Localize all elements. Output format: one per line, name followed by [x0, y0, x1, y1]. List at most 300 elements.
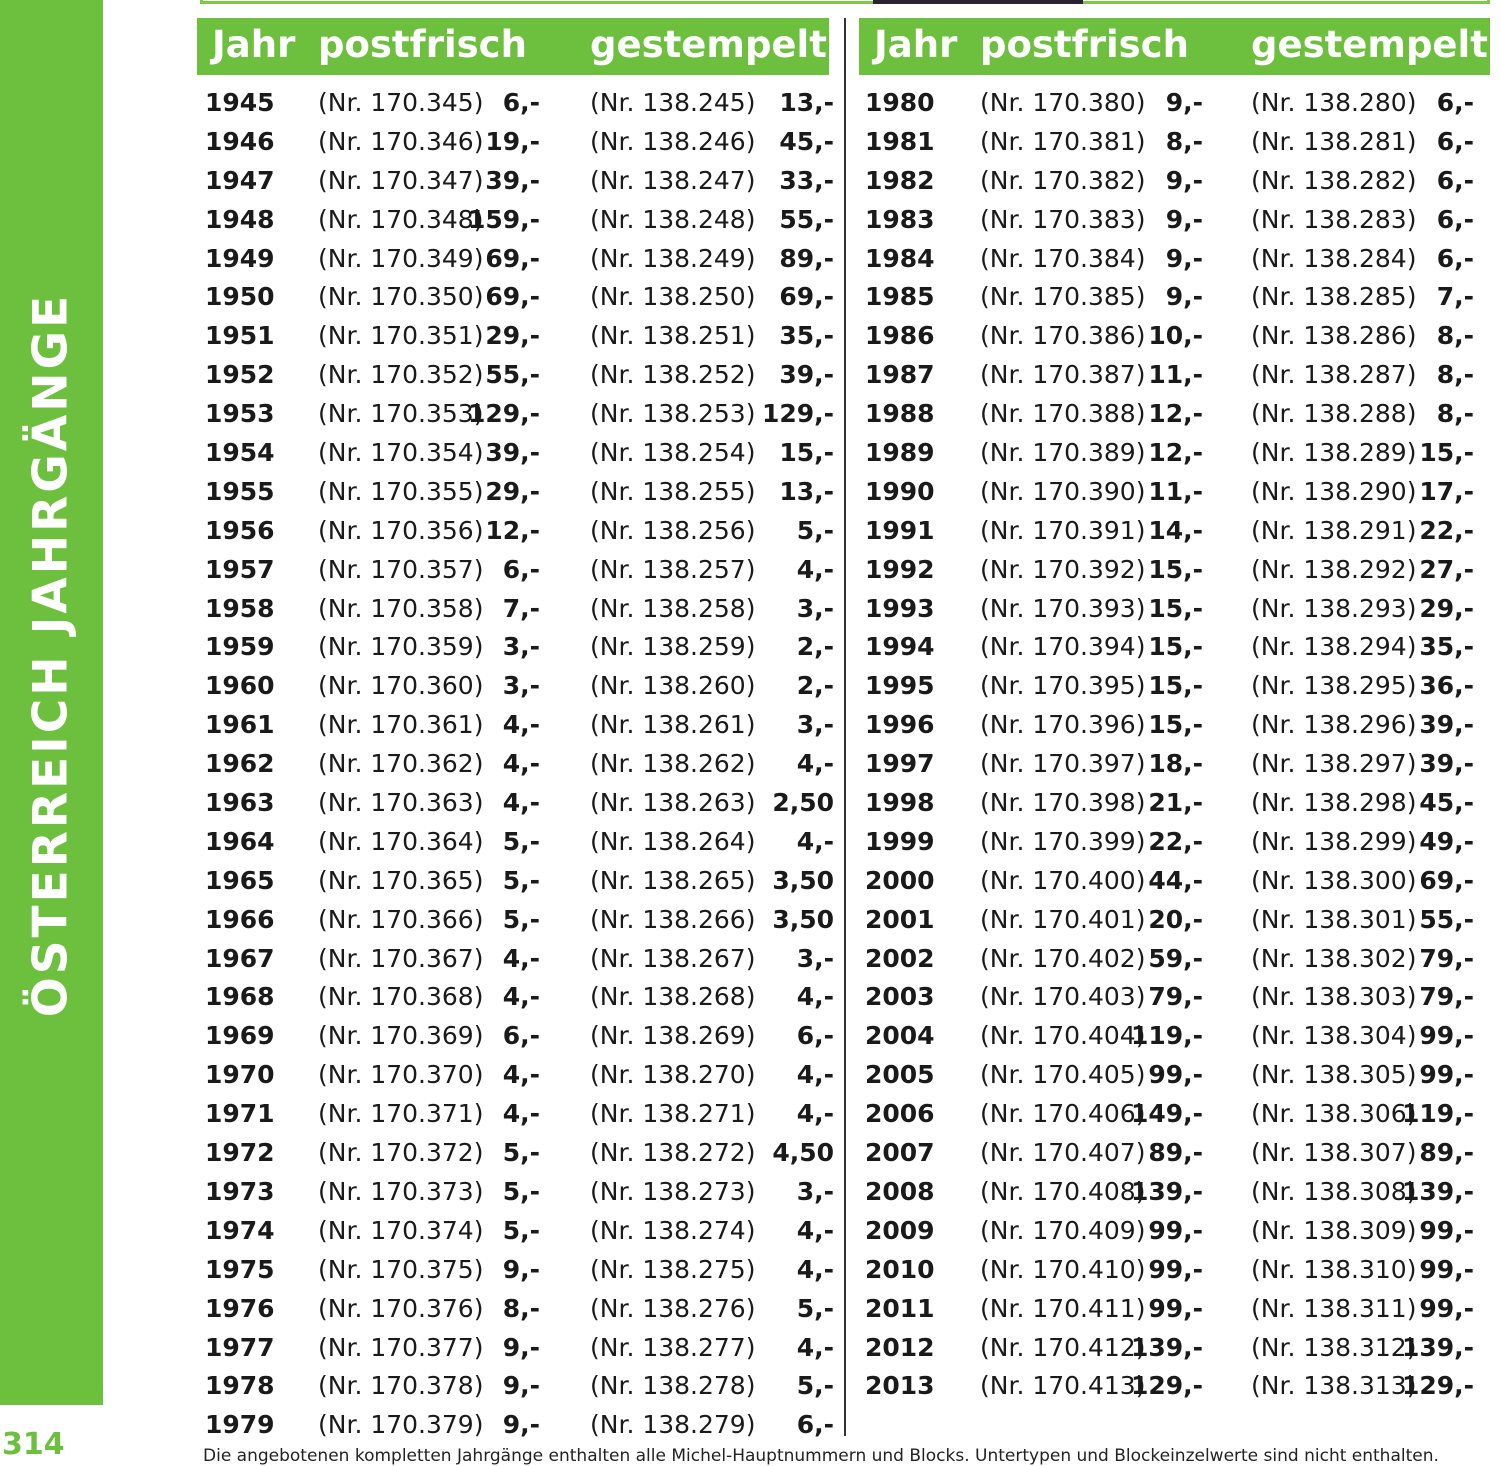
table-row [859, 667, 1490, 706]
used-number-cell: (Nr. 138.250) [590, 282, 756, 312]
header-year: Jahr [212, 23, 296, 66]
used-price-cell: 6,- [1436, 204, 1474, 234]
mint-price-cell: 159,- [467, 204, 540, 234]
used-number-cell: (Nr. 138.302) [1251, 943, 1417, 973]
used-number-cell: (Nr. 138.301) [1251, 904, 1417, 934]
mint-price-cell: 59,- [1148, 943, 1203, 973]
mint-price-cell: 4,- [502, 982, 540, 1012]
used-number-cell: (Nr. 138.312) [1251, 1332, 1417, 1362]
used-number-cell: (Nr. 138.260) [590, 671, 756, 701]
table-row [859, 1212, 1490, 1251]
mint-price-cell: 29,- [485, 476, 540, 506]
used-number-cell: (Nr. 138.249) [590, 243, 756, 273]
year-cell: 1997 [865, 749, 935, 779]
mint-number-cell: (Nr. 170.348) [318, 204, 484, 234]
table-row [197, 84, 837, 123]
year-cell: 1995 [865, 671, 935, 701]
column-divider [844, 18, 846, 1436]
used-number-cell: (Nr. 138.289) [1251, 438, 1417, 468]
mint-number-cell: (Nr. 170.356) [318, 515, 484, 545]
mint-number-cell: (Nr. 170.373) [318, 1176, 484, 1206]
used-number-cell: (Nr. 138.258) [590, 593, 756, 623]
used-price-cell: 35,- [1419, 632, 1474, 662]
table-row [859, 278, 1490, 317]
year-cell: 1948 [205, 204, 275, 234]
mint-number-cell: (Nr. 170.409) [980, 1215, 1146, 1245]
mint-number-cell: (Nr. 170.401) [980, 904, 1146, 934]
used-number-cell: (Nr. 138.254) [590, 438, 756, 468]
used-price-cell: 13,- [779, 88, 834, 117]
sidebar-band [0, 0, 103, 1405]
table-row [859, 1056, 1490, 1095]
year-cell: 2013 [865, 1371, 935, 1401]
year-cell: 2012 [865, 1332, 935, 1362]
table-row [197, 901, 837, 940]
header-left [197, 18, 829, 75]
year-cell: 1958 [205, 593, 275, 623]
mint-price-cell: 7,- [502, 593, 540, 623]
year-cell: 1993 [865, 593, 935, 623]
table-left [197, 84, 837, 1445]
used-number-cell: (Nr. 138.303) [1251, 982, 1417, 1012]
year-cell: 1962 [205, 749, 275, 779]
used-number-cell: (Nr. 138.264) [590, 826, 756, 856]
year-cell: 1996 [865, 710, 935, 740]
used-number-cell: (Nr. 138.298) [1251, 788, 1417, 818]
table-row [859, 1173, 1490, 1212]
year-cell: 1991 [865, 515, 935, 545]
table-row [859, 240, 1490, 279]
mint-number-cell: (Nr. 170.377) [318, 1332, 484, 1362]
mint-price-cell: 39,- [485, 165, 540, 195]
table-row [197, 1056, 837, 1095]
table-row [859, 628, 1490, 667]
year-cell: 1950 [205, 282, 275, 312]
mint-number-cell: (Nr. 170.347) [318, 165, 484, 195]
used-price-cell: 6,- [1436, 165, 1474, 195]
mint-price-cell: 99,- [1148, 1215, 1203, 1245]
used-price-cell: 2,- [796, 671, 834, 701]
used-price-cell: 79,- [1419, 943, 1474, 973]
used-price-cell: 89,- [779, 243, 834, 273]
table-row [197, 862, 837, 901]
used-number-cell: (Nr. 138.278) [590, 1371, 756, 1401]
mint-number-cell: (Nr. 170.383) [980, 204, 1146, 234]
mint-price-cell: 99,- [1148, 1254, 1203, 1284]
table-row [859, 123, 1490, 162]
mint-number-cell: (Nr. 170.406) [980, 1099, 1146, 1129]
mint-number-cell: (Nr. 170.395) [980, 671, 1146, 701]
used-number-cell: (Nr. 138.295) [1251, 671, 1417, 701]
year-cell: 2004 [865, 1021, 935, 1051]
year-cell: 1957 [205, 554, 275, 584]
table-row [859, 395, 1490, 434]
mint-price-cell: 5,- [502, 1176, 540, 1206]
table-row [197, 434, 837, 473]
used-number-cell: (Nr. 138.306) [1251, 1099, 1417, 1129]
mint-number-cell: (Nr. 170.400) [980, 865, 1146, 895]
used-number-cell: (Nr. 138.309) [1251, 1215, 1417, 1245]
used-number-cell: (Nr. 138.290) [1251, 476, 1417, 506]
used-price-cell: 39,- [1419, 749, 1474, 779]
mint-number-cell: (Nr. 170.352) [318, 360, 484, 390]
mint-price-cell: 6,- [502, 1021, 540, 1051]
mint-price-cell: 6,- [502, 88, 540, 117]
used-number-cell: (Nr. 138.268) [590, 982, 756, 1012]
used-number-cell: (Nr. 138.277) [590, 1332, 756, 1362]
used-number-cell: (Nr. 138.293) [1251, 593, 1417, 623]
mint-number-cell: (Nr. 170.398) [980, 788, 1146, 818]
used-price-cell: 22,- [1419, 515, 1474, 545]
used-price-cell: 2,50 [772, 788, 834, 818]
mint-number-cell: (Nr. 170.394) [980, 632, 1146, 662]
mint-number-cell: (Nr. 170.345) [318, 88, 484, 117]
mint-price-cell: 4,- [502, 749, 540, 779]
year-cell: 1998 [865, 788, 935, 818]
used-number-cell: (Nr. 138.263) [590, 788, 756, 818]
year-cell: 1955 [205, 476, 275, 506]
used-price-cell: 99,- [1419, 1060, 1474, 1090]
used-price-cell: 27,- [1419, 554, 1474, 584]
used-number-cell: (Nr. 138.282) [1251, 165, 1417, 195]
used-price-cell: 39,- [1419, 710, 1474, 740]
used-price-cell: 13,- [779, 476, 834, 506]
mint-price-cell: 14,- [1148, 515, 1203, 545]
used-price-cell: 36,- [1419, 671, 1474, 701]
mint-number-cell: (Nr. 170.353) [318, 399, 484, 429]
mint-number-cell: (Nr. 170.370) [318, 1060, 484, 1090]
used-number-cell: (Nr. 138.265) [590, 865, 756, 895]
used-price-cell: 55,- [1419, 904, 1474, 934]
used-price-cell: 6,- [1436, 243, 1474, 273]
table-row [197, 1367, 837, 1406]
used-price-cell: 6,- [1436, 126, 1474, 156]
year-cell: 2008 [865, 1176, 935, 1206]
top-frame [200, 0, 1490, 4]
table-row [859, 745, 1490, 784]
mint-price-cell: 12,- [1148, 399, 1203, 429]
mint-price-cell: 5,- [502, 1138, 540, 1168]
mint-number-cell: (Nr. 170.378) [318, 1371, 484, 1401]
mint-price-cell: 119,- [1130, 1021, 1203, 1051]
used-price-cell: 55,- [779, 204, 834, 234]
table-row [197, 395, 837, 434]
used-number-cell: (Nr. 138.297) [1251, 749, 1417, 779]
year-cell: 1979 [205, 1410, 275, 1440]
year-cell: 1968 [205, 982, 275, 1012]
year-cell: 1960 [205, 671, 275, 701]
year-cell: 1946 [205, 126, 275, 156]
used-number-cell: (Nr. 138.248) [590, 204, 756, 234]
used-price-cell: 5,- [796, 1371, 834, 1401]
used-number-cell: (Nr. 138.247) [590, 165, 756, 195]
mint-price-cell: 29,- [485, 321, 540, 351]
used-number-cell: (Nr. 138.305) [1251, 1060, 1417, 1090]
used-number-cell: (Nr. 138.313) [1251, 1371, 1417, 1401]
table-row [197, 784, 837, 823]
used-number-cell: (Nr. 138.280) [1251, 88, 1417, 117]
used-number-cell: (Nr. 138.276) [590, 1293, 756, 1323]
mint-number-cell: (Nr. 170.369) [318, 1021, 484, 1051]
table-row [197, 551, 837, 590]
mint-number-cell: (Nr. 170.367) [318, 943, 484, 973]
year-cell: 1949 [205, 243, 275, 273]
year-cell: 1969 [205, 1021, 275, 1051]
mint-number-cell: (Nr. 170.379) [318, 1410, 484, 1440]
table-row [859, 1290, 1490, 1329]
year-cell: 1966 [205, 904, 275, 934]
year-cell: 1985 [865, 282, 935, 312]
table-row [197, 123, 837, 162]
table-row [859, 162, 1490, 201]
mint-price-cell: 18,- [1148, 749, 1203, 779]
table-row [197, 278, 837, 317]
year-cell: 1964 [205, 826, 275, 856]
mint-number-cell: (Nr. 170.359) [318, 632, 484, 662]
used-number-cell: (Nr. 138.283) [1251, 204, 1417, 234]
mint-price-cell: 15,- [1148, 710, 1203, 740]
used-price-cell: 4,- [796, 1099, 834, 1129]
year-cell: 1984 [865, 243, 935, 273]
mint-number-cell: (Nr. 170.393) [980, 593, 1146, 623]
mint-number-cell: (Nr. 170.389) [980, 438, 1146, 468]
year-cell: 1963 [205, 788, 275, 818]
used-price-cell: 99,- [1419, 1021, 1474, 1051]
used-price-cell: 45,- [1419, 788, 1474, 818]
mint-number-cell: (Nr. 170.376) [318, 1293, 484, 1323]
year-cell: 1971 [205, 1099, 275, 1129]
mint-number-cell: (Nr. 170.405) [980, 1060, 1146, 1090]
table-row [859, 590, 1490, 629]
year-cell: 1983 [865, 204, 935, 234]
table-row [859, 84, 1490, 123]
used-number-cell: (Nr. 138.300) [1251, 865, 1417, 895]
year-cell: 2009 [865, 1215, 935, 1245]
header-used: gestempelt [590, 23, 827, 66]
header-right [859, 18, 1490, 75]
used-price-cell: 15,- [779, 438, 834, 468]
table-row [197, 1173, 837, 1212]
year-cell: 1970 [205, 1060, 275, 1090]
year-cell: 1953 [205, 399, 275, 429]
used-number-cell: (Nr. 138.270) [590, 1060, 756, 1090]
year-cell: 1959 [205, 632, 275, 662]
mint-price-cell: 69,- [485, 243, 540, 273]
used-price-cell: 4,- [796, 1332, 834, 1362]
mint-price-cell: 9,- [1165, 204, 1203, 234]
mint-number-cell: (Nr. 170.355) [318, 476, 484, 506]
mint-number-cell: (Nr. 170.372) [318, 1138, 484, 1168]
table-row [859, 201, 1490, 240]
mint-price-cell: 11,- [1148, 360, 1203, 390]
used-price-cell: 4,- [796, 554, 834, 584]
table-row [197, 473, 837, 512]
year-cell: 2001 [865, 904, 935, 934]
table-row [197, 940, 837, 979]
used-number-cell: (Nr. 138.246) [590, 126, 756, 156]
table-row [197, 823, 837, 862]
table-right [859, 84, 1490, 1406]
used-price-cell: 3,50 [772, 865, 834, 895]
used-price-cell: 4,- [796, 826, 834, 856]
year-cell: 1956 [205, 515, 275, 545]
used-price-cell: 15,- [1419, 438, 1474, 468]
used-number-cell: (Nr. 138.281) [1251, 126, 1417, 156]
mint-number-cell: (Nr. 170.380) [980, 88, 1146, 117]
mint-price-cell: 19,- [485, 126, 540, 156]
mint-price-cell: 5,- [502, 865, 540, 895]
used-number-cell: (Nr. 138.269) [590, 1021, 756, 1051]
used-number-cell: (Nr. 138.307) [1251, 1138, 1417, 1168]
used-price-cell: 29,- [1419, 593, 1474, 623]
used-price-cell: 99,- [1419, 1215, 1474, 1245]
table-row [197, 201, 837, 240]
mint-price-cell: 99,- [1148, 1060, 1203, 1090]
table-row [859, 356, 1490, 395]
year-cell: 1981 [865, 126, 935, 156]
used-number-cell: (Nr. 138.279) [590, 1410, 756, 1440]
table-row [859, 1134, 1490, 1173]
mint-price-cell: 11,- [1148, 476, 1203, 506]
table-row [197, 162, 837, 201]
used-number-cell: (Nr. 138.284) [1251, 243, 1417, 273]
mint-number-cell: (Nr. 170.366) [318, 904, 484, 934]
table-row [859, 784, 1490, 823]
mint-number-cell: (Nr. 170.368) [318, 982, 484, 1012]
used-price-cell: 3,- [796, 710, 834, 740]
footer-note: Die angebotenen kompletten Jahrgänge enthalten alle Michel-Hauptnummern und Blocks. Untertypen und Blockeinzelwerte sind nicht enthalten. [203, 1446, 1439, 1466]
used-price-cell: 6,- [796, 1410, 834, 1440]
used-price-cell: 3,- [796, 943, 834, 973]
sidebar-title: ÖSTERREICH JAHRGÄNGE [23, 292, 79, 1018]
table-row [859, 1329, 1490, 1368]
table-row [197, 1134, 837, 1173]
mint-price-cell: 3,- [502, 671, 540, 701]
mint-price-cell: 4,- [502, 1060, 540, 1090]
mint-number-cell: (Nr. 170.407) [980, 1138, 1146, 1168]
table-row [197, 706, 837, 745]
mint-number-cell: (Nr. 170.381) [980, 126, 1146, 156]
year-cell: 1980 [865, 88, 935, 117]
mint-number-cell: (Nr. 170.396) [980, 710, 1146, 740]
mint-number-cell: (Nr. 170.413) [980, 1371, 1146, 1401]
used-price-cell: 2,- [796, 632, 834, 662]
mint-number-cell: (Nr. 170.374) [318, 1215, 484, 1245]
year-cell: 1986 [865, 321, 935, 351]
used-price-cell: 4,50 [772, 1138, 834, 1168]
table-row [859, 512, 1490, 551]
used-price-cell: 6,- [1436, 88, 1474, 117]
used-number-cell: (Nr. 138.286) [1251, 321, 1417, 351]
table-row [859, 901, 1490, 940]
used-price-cell: 33,- [779, 165, 834, 195]
mint-price-cell: 39,- [485, 438, 540, 468]
used-number-cell: (Nr. 138.274) [590, 1215, 756, 1245]
used-price-cell: 139,- [1401, 1332, 1474, 1362]
used-number-cell: (Nr. 138.261) [590, 710, 756, 740]
year-cell: 2007 [865, 1138, 935, 1168]
table-row [197, 1329, 837, 1368]
header-mint: postfrisch [980, 23, 1189, 66]
table-row [859, 940, 1490, 979]
mint-price-cell: 69,- [485, 282, 540, 312]
year-cell: 2003 [865, 982, 935, 1012]
table-row [197, 628, 837, 667]
used-number-cell: (Nr. 138.285) [1251, 282, 1417, 312]
mint-number-cell: (Nr. 170.384) [980, 243, 1146, 273]
mint-price-cell: 4,- [502, 943, 540, 973]
used-number-cell: (Nr. 138.267) [590, 943, 756, 973]
mint-price-cell: 99,- [1148, 1293, 1203, 1323]
used-number-cell: (Nr. 138.253) [590, 399, 756, 429]
mint-number-cell: (Nr. 170.387) [980, 360, 1146, 390]
year-cell: 1961 [205, 710, 275, 740]
table-row [859, 551, 1490, 590]
mint-number-cell: (Nr. 170.364) [318, 826, 484, 856]
top-dark-bar [873, 0, 1083, 4]
used-price-cell: 139,- [1401, 1176, 1474, 1206]
mint-price-cell: 4,- [502, 788, 540, 818]
mint-price-cell: 8,- [1165, 126, 1203, 156]
used-price-cell: 3,- [796, 1176, 834, 1206]
used-price-cell: 6,- [796, 1021, 834, 1051]
used-number-cell: (Nr. 138.273) [590, 1176, 756, 1206]
used-price-cell: 5,- [796, 1293, 834, 1323]
mint-price-cell: 79,- [1148, 982, 1203, 1012]
used-price-cell: 3,50 [772, 904, 834, 934]
mint-number-cell: (Nr. 170.349) [318, 243, 484, 273]
mint-price-cell: 9,- [1165, 88, 1203, 117]
table-row [197, 745, 837, 784]
mint-number-cell: (Nr. 170.399) [980, 826, 1146, 856]
table-row [859, 978, 1490, 1017]
table-row [197, 590, 837, 629]
year-cell: 2000 [865, 865, 935, 895]
year-cell: 2011 [865, 1293, 935, 1323]
mint-price-cell: 129,- [467, 399, 540, 429]
mint-number-cell: (Nr. 170.361) [318, 710, 484, 740]
mint-number-cell: (Nr. 170.411) [980, 1293, 1146, 1323]
table-row [197, 317, 837, 356]
mint-number-cell: (Nr. 170.412) [980, 1332, 1146, 1362]
mint-price-cell: 9,- [502, 1410, 540, 1440]
used-price-cell: 99,- [1419, 1293, 1474, 1323]
table-row [859, 1017, 1490, 1056]
used-number-cell: (Nr. 138.256) [590, 515, 756, 545]
year-cell: 1965 [205, 865, 275, 895]
used-price-cell: 69,- [779, 282, 834, 312]
used-price-cell: 89,- [1419, 1138, 1474, 1168]
mint-number-cell: (Nr. 170.403) [980, 982, 1146, 1012]
page-number: 314 [2, 1428, 65, 1462]
year-cell: 1989 [865, 438, 935, 468]
mint-number-cell: (Nr. 170.354) [318, 438, 484, 468]
table-row [859, 434, 1490, 473]
mint-price-cell: 9,- [1165, 243, 1203, 273]
mint-price-cell: 9,- [502, 1254, 540, 1284]
year-cell: 1972 [205, 1138, 275, 1168]
year-cell: 2010 [865, 1254, 935, 1284]
mint-number-cell: (Nr. 170.390) [980, 476, 1146, 506]
mint-number-cell: (Nr. 170.404) [980, 1021, 1146, 1051]
mint-price-cell: 9,- [1165, 165, 1203, 195]
table-row [197, 1251, 837, 1290]
mint-price-cell: 9,- [502, 1332, 540, 1362]
used-price-cell: 35,- [779, 321, 834, 351]
mint-price-cell: 5,- [502, 904, 540, 934]
used-number-cell: (Nr. 138.310) [1251, 1254, 1417, 1284]
mint-price-cell: 139,- [1130, 1176, 1203, 1206]
